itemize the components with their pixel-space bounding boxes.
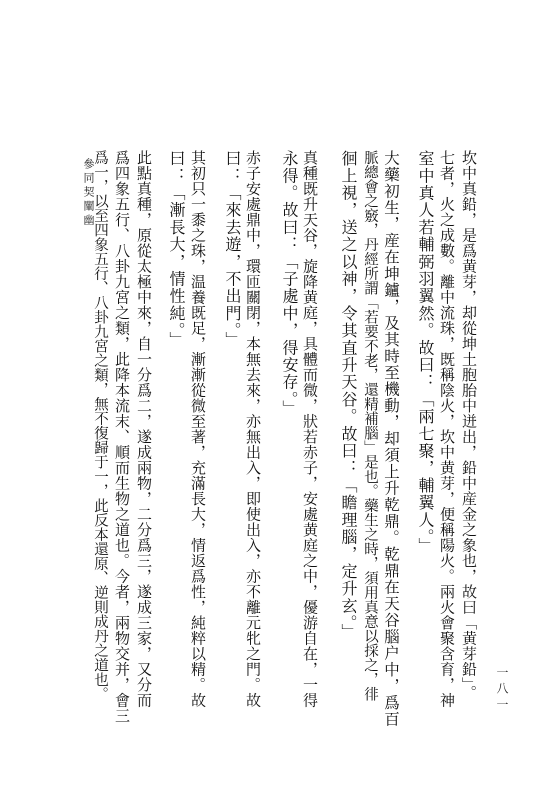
text-column-15: 爲一，以至四象五行、八卦九宮之類，無不復歸于一，此反本還原、逆則成丹之道也。 <box>92 150 108 701</box>
text-column-5: 脈總會之竅，丹經所謂「若要不老，還精補腦」是也。藥生之時，須用真意以採之，徘 <box>362 150 378 701</box>
running-head: 參同契闡幽 <box>82 158 95 228</box>
text-column-2: 七者，火之成數。離中流珠，既稱陰火，坎中黄芽，便稱陽火。兩火會聚含育，神 <box>438 150 456 708</box>
text-column-7: 真種既升天谷，旋降黄庭，具體而微，狀若赤子，安處黄庭之中，優游自在，一得 <box>301 150 319 708</box>
text-column-8: 永得。故曰：「子處中，得安存。」 <box>280 150 299 418</box>
text-column-11: 其初只一黍之珠，温養既足，漸漸從微至著，充滿長大，情返爲性，純粹以精。故 <box>189 150 207 708</box>
text-column-14: 爲四象五行、八卦九宮之類，此降本流末、順而生物之道也。今者，兩物交并，會三 <box>113 150 131 724</box>
text-column-1: 坎中真鉛，是爲黄芽，却從坤土胞胎中迸出，鉛中産金之象也，故曰「黄芽鉛」。 <box>460 150 478 701</box>
text-column-3: 室中真人若輔弼羽翼然。故曰：「兩七聚，輔翼人。」 <box>416 150 435 555</box>
text-column-9: 赤子安處鼎中，環匝關閉，本無去來，亦無出入，即使出入，亦不離元牝之門。故 <box>244 150 262 708</box>
text-column-10: 曰：「來去遊，不出門。」 <box>223 150 242 349</box>
text-column-12: 曰：「漸長大，情性純。」 <box>167 150 186 349</box>
page-number: 一八一 <box>495 666 509 714</box>
text-column-6: 徊上視，送之以神，令其直升天谷。故曰：「瞻理腦，定升玄。」 <box>339 150 358 641</box>
text-column-4: 大藥初生，産在坤鑪，及其時至機動，却須上升乾鼎。乾鼎在天谷腦户中，爲百 <box>382 150 400 728</box>
text-column-13: 此點真種，原從太極中來，自一分爲二，遂成兩物，二分爲三，遂成三家，又分而 <box>135 150 153 708</box>
